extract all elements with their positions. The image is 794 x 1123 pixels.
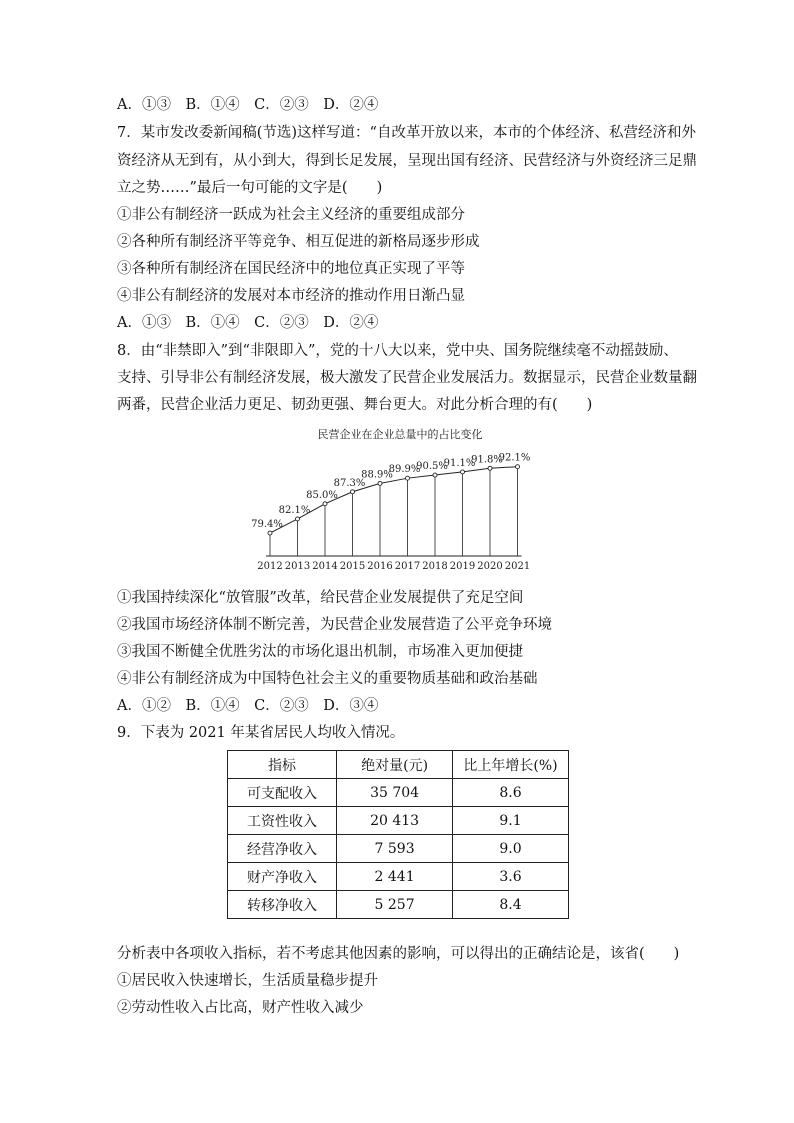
data-label: 91.8% bbox=[471, 454, 503, 466]
data-point bbox=[488, 466, 492, 470]
data-point bbox=[378, 481, 382, 485]
table-header-cell: 比上年增长(%) bbox=[453, 751, 569, 779]
x-tick-label: 2020 bbox=[477, 561, 503, 572]
q7-options: A．①③ B．①④ C．②③ D．②④ bbox=[117, 315, 379, 331]
q9-item-1: ①居民收入快速增长，生活质量稳步提升 bbox=[117, 973, 378, 989]
table-row bbox=[228, 779, 569, 807]
table-row bbox=[228, 835, 569, 863]
q8-item-1: ①我国持续深化“放管服”改革，给民营企业发展提供了充足空间 bbox=[117, 590, 524, 606]
table-cell: 工资性收入 bbox=[228, 807, 337, 835]
q9-item-2: ②劳动性收入占比高，财产性收入减少 bbox=[117, 1000, 364, 1016]
x-tick-label: 2016 bbox=[367, 561, 393, 572]
x-tick-label: 2014 bbox=[312, 561, 338, 572]
q8-item-3: ③我国不断健全优胜劣汰的市场化退出机制，市场准入更加便捷 bbox=[117, 644, 523, 660]
q7-item-1: ①非公有制经济一跃成为社会主义经济的重要组成部分 bbox=[117, 207, 465, 223]
q7-item-3: ③各种所有制经济在国民经济中的地位真正实现了平等 bbox=[117, 261, 465, 277]
table-cell: 9.0 bbox=[453, 835, 569, 863]
q7-stem-line-2: 资经济从无到有，从小到大，得到长足发展，呈现出国有经济、民营经济与外资经济三足鼎 bbox=[117, 153, 697, 169]
x-tick-label: 2015 bbox=[339, 561, 366, 572]
q6-options: A．①③ B．①④ C．②③ D．②④ bbox=[117, 97, 379, 113]
q9-question: 分析表中各项收入指标，若不考虑其他因素的影响，可以得出的正确结论是，该省( ) bbox=[117, 946, 680, 962]
q8-stem-line-2: 支持、引导非公有制经济发展，极大激发了民营企业发展活力。数据显示，民营企业数量翻 bbox=[117, 370, 697, 386]
x-tick-label: 2013 bbox=[284, 561, 311, 572]
q8-item-2: ②我国市场经济体制不断完善，为民营企业发展营造了公平竞争环境 bbox=[117, 617, 552, 633]
data-point bbox=[433, 473, 437, 477]
data-point bbox=[516, 465, 520, 469]
table-header-cell: 绝对量(元) bbox=[337, 751, 453, 779]
data-point bbox=[351, 490, 355, 494]
table-cell: 5 257 bbox=[337, 891, 453, 919]
table-cell: 20 413 bbox=[337, 807, 453, 835]
share-line-chart bbox=[240, 426, 560, 576]
x-tick-label: 2018 bbox=[422, 561, 448, 572]
q7-item-4: ④非公有制经济的发展对本市经济的推动作用日渐凸显 bbox=[117, 288, 465, 304]
data-label: 91.1% bbox=[443, 457, 476, 469]
data-label: 92.1% bbox=[498, 452, 531, 464]
income-table bbox=[227, 750, 569, 919]
table-cell: 8.6 bbox=[453, 779, 569, 807]
table-header-row bbox=[228, 751, 569, 779]
data-point bbox=[268, 531, 272, 535]
x-tick-label: 2012 bbox=[257, 561, 283, 572]
table-cell: 7 593 bbox=[337, 835, 453, 863]
q7-stem-line-1: 7．某市发改委新闻稿(节选)这样写道：“自改革开放以来，本市的个体经济、私营经济和外 bbox=[117, 125, 696, 141]
data-label: 79.4% bbox=[251, 519, 283, 531]
chart-title: 民营企业在企业总量中的占比变化 bbox=[317, 428, 483, 441]
table-cell: 3.6 bbox=[453, 863, 569, 891]
table-row bbox=[228, 863, 569, 891]
q8-item-4: ④非公有制经济成为中国特色社会主义的重要物质基础和政治基础 bbox=[117, 671, 538, 687]
q8-stem-line-3: 两番，民营企业活力更足、韧劲更强、舞台更大。对此分析合理的有( ) bbox=[117, 397, 593, 413]
data-point bbox=[406, 476, 410, 480]
data-label: 87.3% bbox=[333, 477, 366, 489]
data-label: 89.9% bbox=[388, 464, 421, 476]
table-cell: 35 704 bbox=[337, 779, 453, 807]
table-cell: 9.1 bbox=[453, 807, 569, 835]
table-row bbox=[228, 807, 569, 835]
table-cell: 2 441 bbox=[337, 863, 453, 891]
data-point bbox=[296, 517, 300, 521]
q8-options: A．①② B．①④ C．②③ D．③④ bbox=[117, 698, 379, 714]
x-tick-label: 2019 bbox=[449, 561, 476, 572]
table-row bbox=[228, 891, 569, 919]
table-cell: 转移净收入 bbox=[228, 891, 337, 919]
data-label: 88.9% bbox=[361, 469, 393, 481]
q7-stem-line-3: 立之势……”最后一句可能的文字是( ) bbox=[117, 180, 383, 196]
table-header-cell: 指标 bbox=[228, 751, 337, 779]
data-label: 90.5% bbox=[416, 461, 448, 473]
table-cell: 财产净收入 bbox=[228, 863, 337, 891]
table-cell: 8.4 bbox=[453, 891, 569, 919]
table-cell: 经营净收入 bbox=[228, 835, 337, 863]
q8-stem-line-1: 8．由“非禁即入”到“非限即入”，党的十八大以来，党中央、国务院继续毫不动摇鼓励、 bbox=[117, 343, 678, 359]
data-point bbox=[323, 502, 327, 506]
data-label: 82.1% bbox=[278, 504, 311, 516]
x-tick-label: 2021 bbox=[504, 561, 531, 572]
table-cell: 可支配收入 bbox=[228, 779, 337, 807]
data-label: 85.0% bbox=[306, 489, 338, 501]
q7-item-2: ②各种所有制经济平等竞争、相互促进的新格局逐步形成 bbox=[117, 234, 480, 250]
x-tick-label: 2017 bbox=[394, 561, 421, 572]
q9-stem: 9．下表为 2021 年某省居民人均收入情况。 bbox=[117, 725, 405, 741]
data-point bbox=[461, 470, 465, 474]
